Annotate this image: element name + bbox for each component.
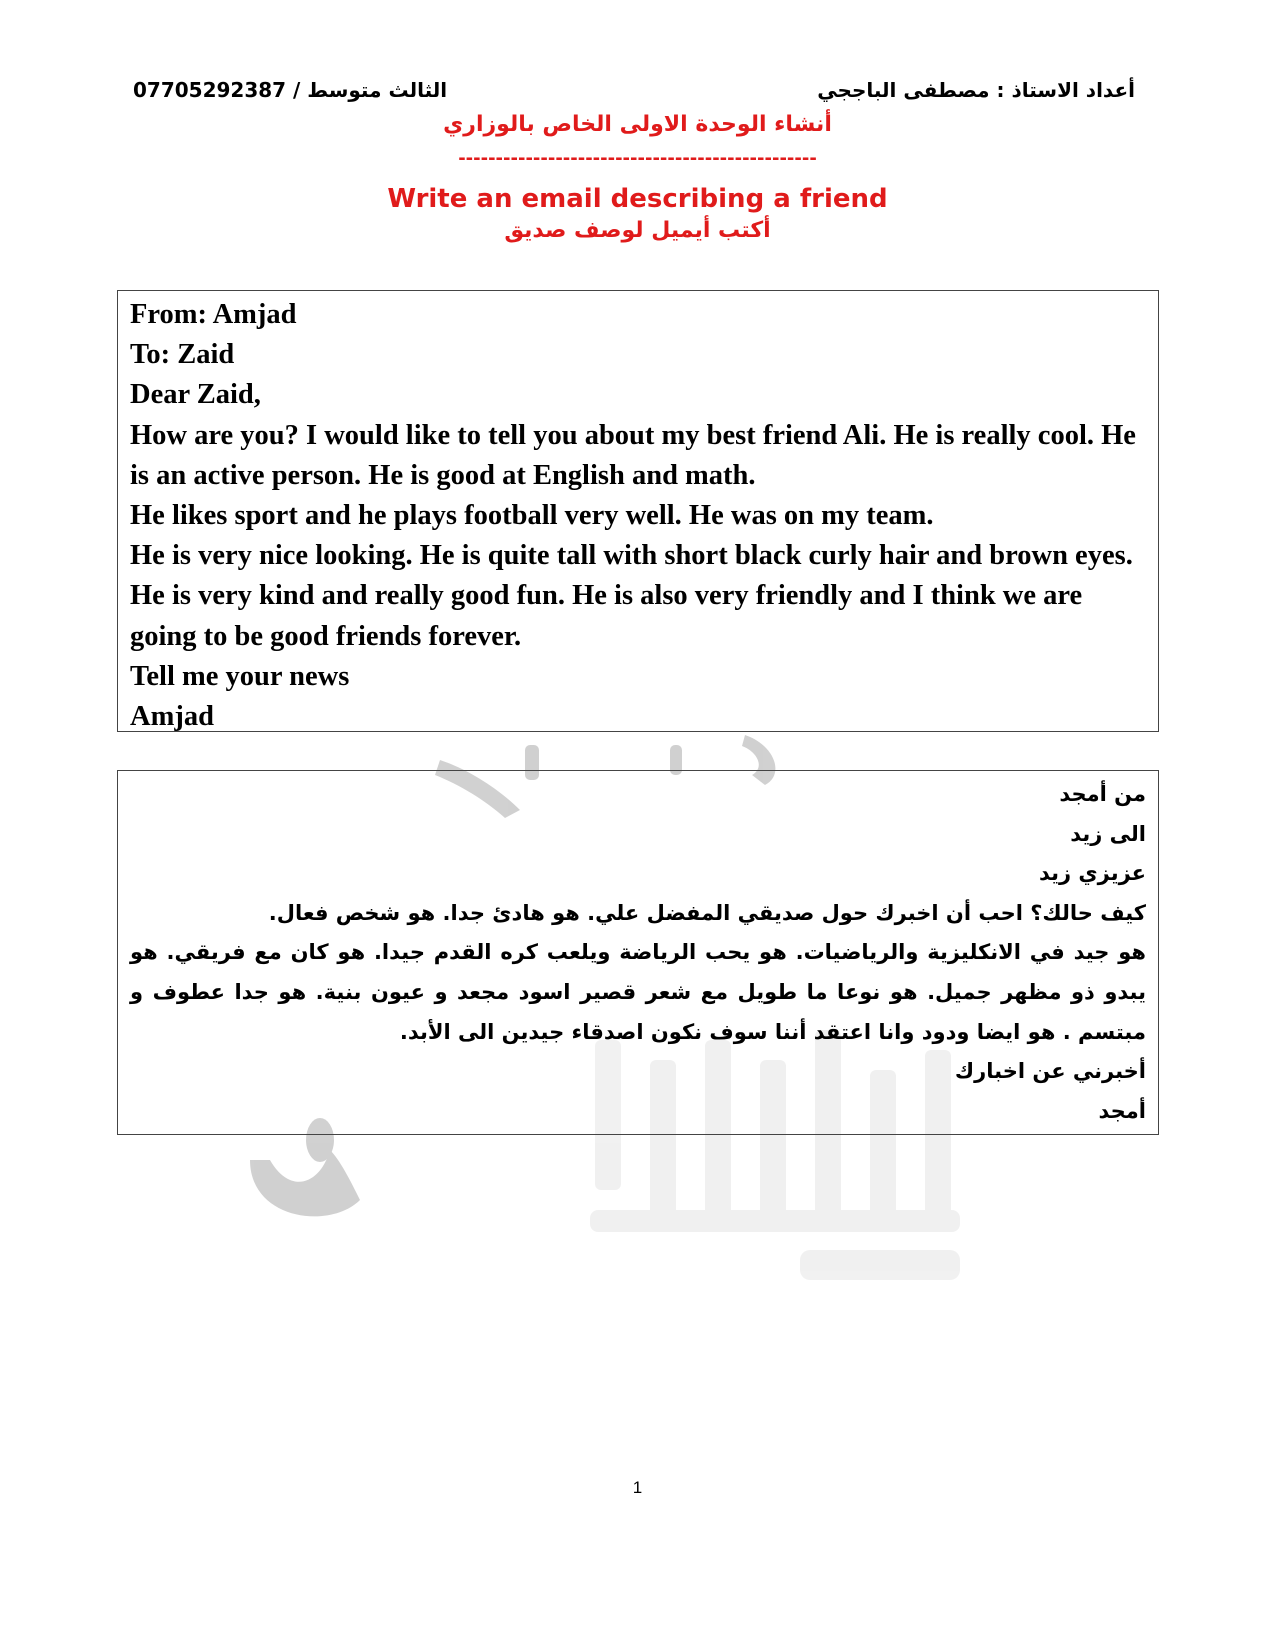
email-body-paragraph: How are you? I would like to tell you about my best friend Ali. He is really cool. He is an active person. He is good at English and math. [130,419,1136,491]
author-header: أعداد الاستاذ : مصطفى الباججي [817,78,1135,102]
email-closing: Tell me your news [130,660,350,692]
task-english: Write an email describing a friend [387,184,888,214]
title-divider: ------------------------------------------------ [458,148,817,169]
email-body-paragraph: He likes sport and he plays football very well. He was on my team. [130,500,934,532]
email-body-paragraph: He is very nice looking. He is quite tall with short black curly hair and brown eyes. He is very kind and really good fun. He is also very friendly and I think we are going to be good friends forever. [130,540,1133,652]
arabic-email-box [117,770,1159,1135]
email-signature: Amjad [130,701,214,733]
email-greeting-ar: عزيزي زيد [1038,861,1146,886]
page-number: 1 [632,1478,643,1497]
grade-phone-header: الثالث متوسط / 07705292387 [133,78,448,102]
english-email-box [117,290,1159,732]
unit-title: أنشاء الوحدة الاولى الخاص بالوزاري [443,112,832,137]
email-closing-ar: أخبرني عن اخبارك [954,1059,1146,1084]
email-body-paragraph-ar: كيف حالك؟ احب أن اخبرك حول صديقي المفضل علي. هو هادئ جدا. هو شخص فعال. [268,900,1146,925]
email-body-paragraph-ar: هو جيد في الانكليزية والرياضيات. هو يحب الرياضة ويلعب كره القدم جيدا. هو كان مع فريقي. هو يبدو ذو مظهر جميل. هو نوعا ما طويل مع شعر قصير اسود مجعد و عيون بنية. هو جدا عطوف و مبتسم . هو ايضا ودود وانا اعتقد أننا سوف نكون اصدقاء جيدين الى الأبد. [130,940,1146,1044]
task-arabic: أكتب أيميل لوصف صديق [504,218,771,243]
email-from: From: Amjad [130,299,297,330]
email-signature-ar: أمجد [1098,1098,1146,1123]
email-to: To: Zaid [130,339,235,371]
email-from-ar: من أمجد [1059,782,1146,806]
email-to-ar: الى زيد [1070,821,1146,846]
email-greeting: Dear Zaid, [130,379,261,411]
